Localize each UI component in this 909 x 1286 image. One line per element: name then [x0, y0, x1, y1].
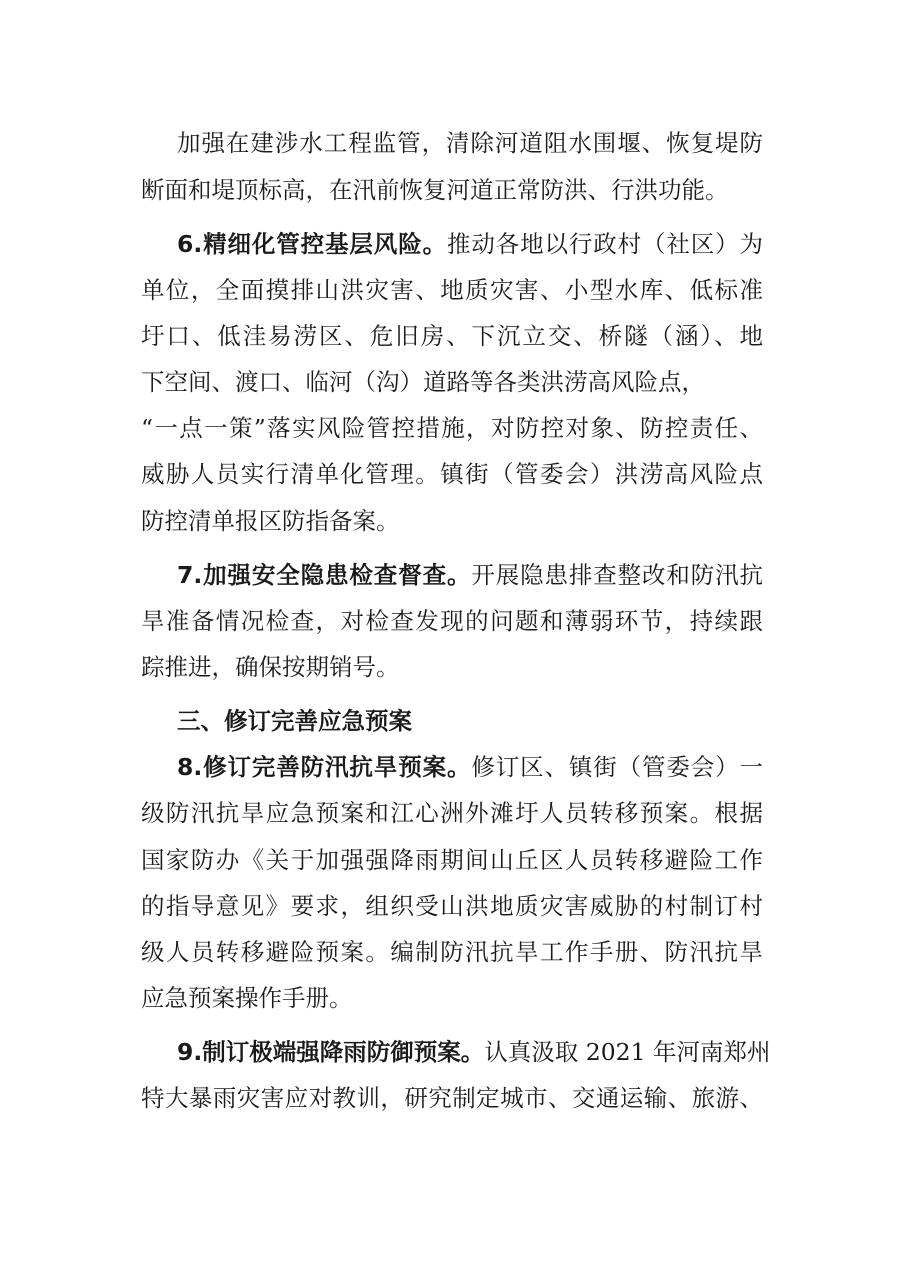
- paragraph-line: 加强在建涉水工程监管，清除河道阻水围堰、恢复堤防: [177, 129, 763, 157]
- paragraph-line: 单位，全面摸排山洪灾害、地质灾害、小型水库、低标准: [141, 276, 763, 304]
- paragraph-line: “一点一策”落实风险管控措施，对防控对象、防控责任、: [141, 414, 763, 442]
- item-6-first-line: [177, 229, 763, 259]
- item-heading: 6.精细化管控基层风险。: [177, 230, 447, 258]
- paragraph-line: 应急预案操作手册。: [141, 984, 353, 1012]
- paragraph-line: 特大暴雨灾害应对教训，研究制定城市、交通运输、旅游、: [141, 1084, 763, 1112]
- item-text: 修订区、镇街（管委会）一: [471, 753, 763, 781]
- paragraph-line: 旱准备情况检查，对检查发现的问题和薄弱环节，持续跟: [141, 607, 763, 635]
- paragraph-line: 的指导意见》要求，组织受山洪地质灾害威胁的村制订村: [141, 892, 763, 920]
- paragraph-line: 踪推进，确保按期销号。: [141, 653, 400, 681]
- paragraph-line: 防控清单报区防指备案。: [141, 507, 400, 535]
- item-text: 开展隐患排查整改和防汛抗: [471, 561, 763, 589]
- item-text: 认真汲取 2021 年河南郑州: [484, 1038, 771, 1066]
- item-heading: 7.加强安全隐患检查督查。: [177, 561, 472, 589]
- item-text: 推动各地以行政村（社区）为: [446, 230, 764, 258]
- section-heading: 三、修订完善应急预案: [177, 707, 412, 735]
- paragraph-line: 断面和堤顶标高，在汛前恢复河道正常防洪、行洪功能。: [141, 176, 729, 204]
- paragraph-line: 威胁人员实行清单化管理。镇街（管委会）洪涝高风险点: [141, 460, 763, 488]
- item-heading: 8.修订完善防汛抗旱预案。: [177, 753, 472, 781]
- paragraph-line: 国家防办《关于加强强降雨期间山丘区人员转移避险工作: [141, 846, 763, 874]
- paragraph-line: 下空间、渡口、临河（沟）道路等各类洪涝高风险点，: [141, 368, 705, 396]
- paragraph-line: 级人员转移避险预案。编制防汛抗旱工作手册、防汛抗旱: [141, 938, 763, 966]
- item-heading: 9.制订极端强降雨防御预案。: [177, 1038, 485, 1066]
- item-8-first-line: [177, 752, 763, 782]
- paragraph-line: 圩口、低洼易涝区、危旧房、下沉立交、桥隧（涵）、地: [141, 322, 763, 350]
- item-9-first-line: [177, 1037, 771, 1067]
- paragraph-line: 级防汛抗旱应急预案和江心洲外滩圩人员转移预案。根据: [141, 799, 763, 827]
- item-7-first-line: [177, 560, 763, 590]
